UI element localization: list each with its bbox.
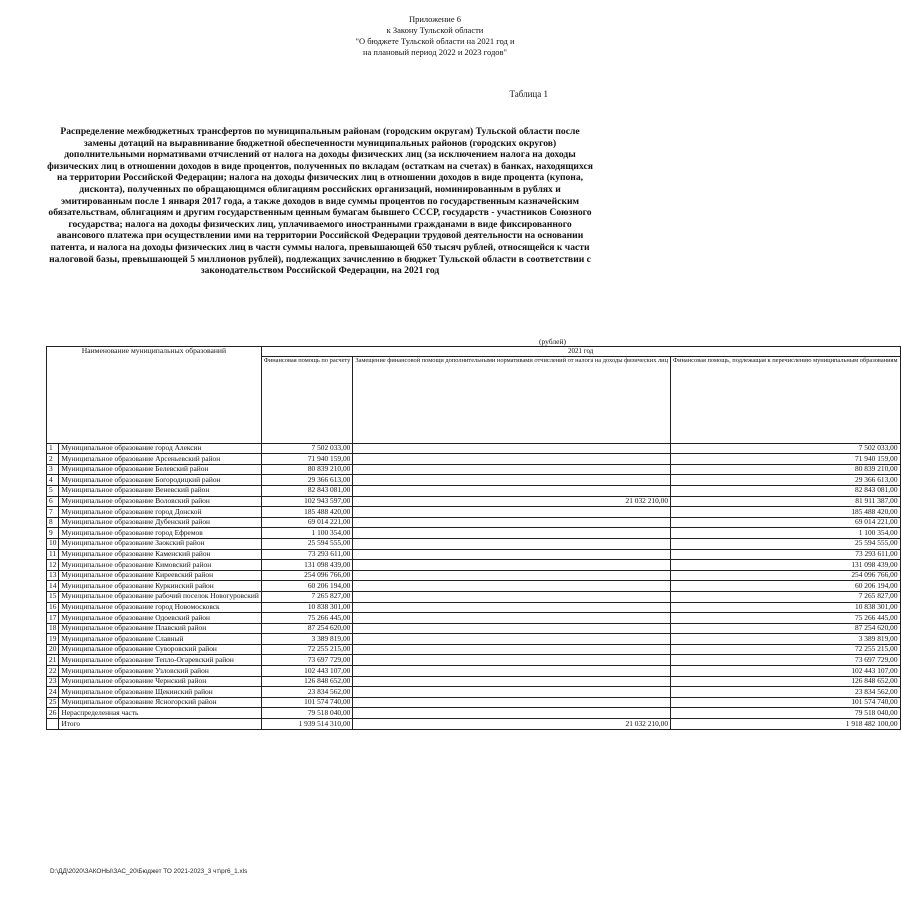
row-name: Муниципальное образование Заокский район [59,538,261,549]
row-replacement-value [353,528,671,539]
table-row [47,602,901,613]
row-transfer-value: 7 265 827,00 [671,591,901,602]
row-name: Муниципальное образование город Донской [59,507,261,518]
table-body [47,443,901,729]
row-aid-value: 75 266 445,00 [261,613,353,624]
row-number: 15 [47,591,59,602]
row-aid-value: 7 502 033,00 [261,443,353,454]
row-replacement-value [353,485,671,496]
row-name: Муниципальное образование Арсеньевский район [59,454,261,465]
row-transfer-value: 1 100 354,00 [671,528,901,539]
row-number: 8 [47,517,59,528]
row-transfer-value: 3 389 819,00 [671,634,901,645]
row-name: Муниципальное образование Дубенский район [59,517,261,528]
header-year: 2021 год [261,347,900,357]
row-replacement-value [353,538,671,549]
table-label: Таблица 1 [509,89,548,99]
row-number: 5 [47,485,59,496]
row-name: Муниципальное образование Суворовский район [59,644,261,655]
row-name: Муниципальное образование Кимовский район [59,560,261,571]
table-row [47,634,901,645]
row-aid-value: 101 574 740,00 [261,697,353,708]
header-col-transfer: Финансовая помощь, подлежащая к перечислению муниципальным образованиям [671,356,901,443]
row-number: 17 [47,613,59,624]
appendix-header [330,14,540,58]
row-transfer-value: 185 488 420,00 [671,507,901,518]
row-number: 9 [47,528,59,539]
table-row [47,570,901,581]
appendix-line-2: к Закону Тульской области [386,25,484,35]
row-name: Муниципальное образование город Алексин [59,443,261,454]
table-row [47,613,901,624]
row-aid-value: 254 096 766,00 [261,570,353,581]
row-name: Муниципальное образование Киреевский район [59,570,261,581]
row-replacement-value [353,708,671,719]
row-aid-value: 102 443 107,00 [261,666,353,677]
row-transfer-value: 73 697 729,00 [671,655,901,666]
row-name: Муниципальное образование Ясногорский район [59,697,261,708]
row-name: Муниципальное образование Воловский район [59,496,261,507]
row-transfer-value: 82 843 081,00 [671,485,901,496]
row-number: 10 [47,538,59,549]
row-name: Нераспределенная часть [59,708,261,719]
row-number: 26 [47,708,59,719]
row-aid-value: 7 265 827,00 [261,591,353,602]
unit-label: (рублей) [538,337,566,346]
row-replacement-value [353,591,671,602]
row-replacement-value [353,687,671,698]
row-name: Муниципальное образование Куркинский район [59,581,261,592]
row-aid-value: 131 098 439,00 [261,560,353,571]
row-name: Муниципальное образование Одоевский район [59,613,261,624]
header-col-aid: Финансовая помощь по расчету [261,356,353,443]
row-number: 12 [47,560,59,571]
table-row [47,517,901,528]
total-label: Итого [59,719,261,730]
row-transfer-value: 79 518 040,00 [671,708,901,719]
table-row [47,676,901,687]
row-replacement-value [353,697,671,708]
row-name: Муниципальное образование Чернский район [59,676,261,687]
row-replacement-value [353,655,671,666]
row-transfer-value: 75 266 445,00 [671,613,901,624]
total-transfer-value: 1 918 482 100,00 [671,719,901,730]
file-path-footer: D:\ДД\2020\ЗАКОНЫ\ЗАС_20\Бюджет ТО 2021-2023_3 чт\рг6_1.xls [50,868,248,875]
table-row [47,507,901,518]
row-transfer-value: 25 594 555,00 [671,538,901,549]
row-replacement-value [353,507,671,518]
table-row [47,454,901,465]
table-row [47,644,901,655]
row-replacement-value: 21 032 210,00 [353,496,671,507]
row-aid-value: 102 943 597,00 [261,496,353,507]
appendix-line-4: на плановый период 2022 и 2023 годов" [362,47,508,57]
row-name: Муниципальное образование Славный [59,634,261,645]
row-aid-value: 1 100 354,00 [261,528,353,539]
row-transfer-value: 254 096 766,00 [671,570,901,581]
row-transfer-value: 71 940 159,00 [671,454,901,465]
table-row [47,666,901,677]
table-row [47,549,901,560]
row-name: Муниципальное образование Богородицкий район [59,475,261,486]
table-row [47,623,901,634]
table-row [47,475,901,486]
row-aid-value: 29 366 613,00 [261,475,353,486]
row-aid-value: 71 940 159,00 [261,454,353,465]
row-replacement-value [353,666,671,677]
row-transfer-value: 10 838 301,00 [671,602,901,613]
row-number: 2 [47,454,59,465]
row-transfer-value: 87 254 620,00 [671,623,901,634]
row-transfer-value: 72 255 215,00 [671,644,901,655]
row-transfer-value: 60 206 194,00 [671,581,901,592]
row-name: Муниципальное образование Щекинский район [59,687,261,698]
row-number: 18 [47,623,59,634]
row-name: Муниципальное образование Веневский район [59,485,261,496]
row-transfer-value: 102 443 107,00 [671,666,901,677]
row-replacement-value [353,602,671,613]
row-replacement-value [353,464,671,475]
table-row [47,464,901,475]
row-aid-value: 72 255 215,00 [261,644,353,655]
row-aid-value: 3 389 819,00 [261,634,353,645]
row-name: Муниципальное образование город Новомосковск [59,602,261,613]
row-replacement-value [353,644,671,655]
row-aid-value: 185 488 420,00 [261,507,353,518]
row-replacement-value [353,443,671,454]
total-replacement-value: 21 032 210,00 [353,719,671,730]
row-name: Муниципальное образование Плавский район [59,623,261,634]
row-aid-value: 82 843 081,00 [261,485,353,496]
table-row [47,655,901,666]
total-number-cell [47,719,59,730]
row-aid-value: 23 834 562,00 [261,687,353,698]
row-number: 22 [47,666,59,677]
row-replacement-value [353,475,671,486]
row-replacement-value [353,581,671,592]
row-number: 4 [47,475,59,486]
table-row [47,581,901,592]
row-number: 13 [47,570,59,581]
table-row [47,443,901,454]
row-transfer-value: 7 502 033,00 [671,443,901,454]
table-row [47,485,901,496]
row-transfer-value: 101 574 740,00 [671,697,901,708]
row-transfer-value: 23 834 562,00 [671,687,901,698]
total-row [47,719,901,730]
row-number: 23 [47,676,59,687]
table-row [47,708,901,719]
row-transfer-value: 80 839 210,00 [671,464,901,475]
appendix-line-3: "О бюджете Тульской области на 2021 год и [355,36,515,46]
row-name: Муниципальное образование Белевский район [59,464,261,475]
transfers-table [46,346,901,730]
row-name: Муниципальное образование Тепло-Огаревский район [59,655,261,666]
row-transfer-value: 69 014 221,00 [671,517,901,528]
row-number: 3 [47,464,59,475]
row-aid-value: 25 594 555,00 [261,538,353,549]
table-row [47,591,901,602]
row-transfer-value: 29 366 613,00 [671,475,901,486]
row-aid-value: 79 518 040,00 [261,708,353,719]
row-replacement-value [353,613,671,624]
row-replacement-value [353,570,671,581]
row-number: 11 [47,549,59,560]
row-replacement-value [353,549,671,560]
row-transfer-value: 73 293 611,00 [671,549,901,560]
row-replacement-value [353,560,671,571]
document-title: Распределение межбюджетных трансфертов по муниципальным районам (городским округам) Тульской области после замены дотаций на выравнивание бюджетной обеспеченности муниципальных районов (городских округов) дополнительными нормативами отчислений от налога на доходы физических лиц (за исключением налога на доходы физических лиц в отношении доходов в виде процентов, полученных по вкладам (остаткам на счетах) в банках, находящихся на территории Российской Федерации; налога на доходы физических лиц в отношении доходов в виде процента (купона, дисконта), полученных по обращающимся облигациям российских организаций, номинированным в рублях и эмитированным после 1 января 2017 года, а также доходов в виде суммы процентов по государственным казначейским обязательствам, облигациям и другим государственным ценным бумагам бывшего СССР, государств - участников Союзного государства; налога на доходы физических лиц, уплачиваемого иностранными гражданами в виде фиксированного авансового платежа при осуществлении ими на территории Российской Федерации трудовой деятельности на основании патента, и налога на доходы физических лиц в части суммы налога, превышающей 650 тысяч рублей, относящейся к части налоговой базы, превышающей 5 миллионов рублей), подлежащих зачислению в бюджет Тульской области в соответствии с законодательством Российской Федерации, на 2021 год [47,126,593,277]
row-number: 14 [47,581,59,592]
row-replacement-value [353,634,671,645]
row-number: 24 [47,687,59,698]
table-row [47,560,901,571]
header-name: Наименование муниципальных образований [47,347,262,444]
row-replacement-value [353,623,671,634]
total-aid-value: 1 939 514 310,00 [261,719,353,730]
row-number: 7 [47,507,59,518]
row-number: 16 [47,602,59,613]
appendix-line-1: Приложение 6 [409,14,461,24]
row-number: 19 [47,634,59,645]
row-transfer-value: 81 911 387,00 [671,496,901,507]
row-aid-value: 10 838 301,00 [261,602,353,613]
row-aid-value: 73 293 611,00 [261,549,353,560]
table-row [47,528,901,539]
row-replacement-value [353,517,671,528]
row-name: Муниципальное образование город Ефремов [59,528,261,539]
header-col-replacement: Замещение финансовой помощи дополнительными нормативами отчислений от налога на доходы физических лиц [353,356,671,443]
row-aid-value: 69 014 221,00 [261,517,353,528]
row-name: Муниципальное образование Узловский район [59,666,261,677]
row-aid-value: 73 697 729,00 [261,655,353,666]
row-number: 20 [47,644,59,655]
table-row [47,538,901,549]
row-number: 1 [47,443,59,454]
row-aid-value: 60 206 194,00 [261,581,353,592]
row-aid-value: 80 839 210,00 [261,464,353,475]
row-aid-value: 126 848 652,00 [261,676,353,687]
row-replacement-value [353,676,671,687]
row-aid-value: 87 254 620,00 [261,623,353,634]
table-row [47,697,901,708]
row-transfer-value: 126 848 652,00 [671,676,901,687]
table-row [47,496,901,507]
row-number: 21 [47,655,59,666]
row-name: Муниципальное образование рабочий поселок Новогуровский [59,591,261,602]
row-transfer-value: 131 098 439,00 [671,560,901,571]
row-replacement-value [353,454,671,465]
row-name: Муниципальное образование Каменский район [59,549,261,560]
row-number: 25 [47,697,59,708]
table-row [47,687,901,698]
row-number: 6 [47,496,59,507]
